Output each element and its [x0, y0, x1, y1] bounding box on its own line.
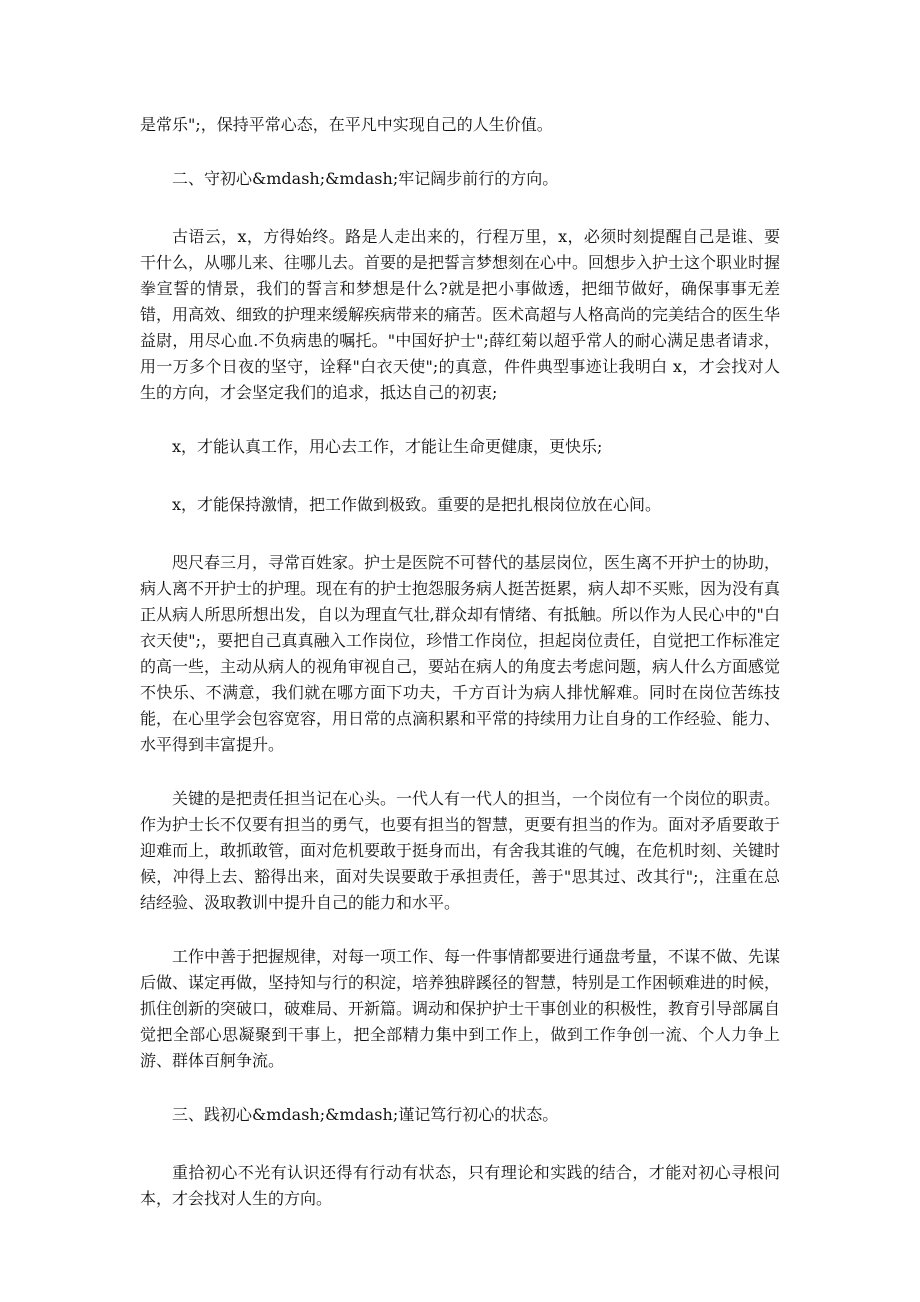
paragraph-original-aspiration: 古语云，x，方得始终。路是人走出来的，行程万里，x，必须时刻提醒自己是谁、要干什么，从哪儿来、往哪儿去。首要的是把誓言梦想刻在心中。回想步入护士这个职业时握拳宣誓的情景，我们的誓言和梦想是什么?就是把小事做透，把细节做好，确保事事无差错，用高效、细致的护理来缓解疾病带来的痛苦。医术高超与人格高尚的完美结合的医生华益尉，用尽心血.不负病患的嘱托。"中国好护士";薛红菊以超乎常人的耐心满足患者请求，用一万多个日夜的坚守，诠释"白衣天使";的真意，件件典型事迹让我明白 x，才会找对人生的方向，才会坚定我们的追求，抵达自己的初衷;	[140, 227, 781, 402]
section-heading-2: 二、守初心&mdash;&mdash;牢记阔步前行的方向。	[172, 169, 559, 188]
paragraph-practice: 重拾初心不光有认识还得有行动有状态，只有理论和实践的结合，才能对初心寻根问本，才会找对人生的方向。	[140, 1163, 780, 1208]
paragraph-opening-fragment: 是常乐";，保持平常心态，在平凡中实现自己的人生价值。	[140, 115, 553, 134]
paragraph-keep-passion: x，才能保持激情，把工作做到极致。重要的是把扎根岗位放在心间。	[172, 495, 662, 514]
section-heading-3: 三、践初心&mdash;&mdash;谨记笃行初心的状态。	[172, 1105, 559, 1124]
paragraph-work-rules: 工作中善于把握规律，对每一项工作、每一件事情都要进行通盘考量，不谋不做、先谋后做、谋定再做，坚持知与行的积淀，培养独辟蹊径的智慧，特别是工作困顿难进的时候，抓住创新的突破口，破难局、开新篇。调动和保护护士干事创业的积极性，教育引导部属自觉把全部心思凝聚到干事上，把全部精力集中到工作上，做到工作争创一流、个人力争上游、群体百舸争流。	[140, 947, 781, 1070]
paragraph-work-seriously: x，才能认真工作，用心去工作，才能让生命更健康，更快乐;	[172, 437, 603, 456]
paragraph-responsibility: 关键的是把责任担当记在心头。一代人有一代人的担当，一个岗位有一个岗位的职责。作为护士长不仅要有担当的勇气，也要有担当的智慧，更要有担当的作为。面对矛盾要敢于迎难而上，敢抓敢管，面对危机要敢于挺身而出，有舍我其谁的气魄，在危机时刻、关键时候，冲得上去、豁得出来，面对失误要敢于承担责任，善于"思其过、改其行";，注重在总结经验、汲取教训中提升自己的能力和水平。	[140, 789, 781, 912]
paragraph-nursing-post: 咫尺春三月，寻常百姓家。护士是医院不可替代的基层岗位，医生离不开护士的协助，病人离不开护士的护理。现在有的护士抱怨服务病人挺苦挺累，病人却不买账，因为没有真正从病人所思所想出发，自以为理直气壮,群众却有情绪、有抵触。所以作为人民心中的"白衣天使";，要把自己真真融入工作岗位，珍惜工作岗位，担起岗位责任，自觉把工作标准定的高一些，主动从病人的视角审视自己，要站在病人的角度去考虑问题，病人什么方面感觉不快乐、不满意，我们就在哪方面下功夫，千方百计为病人排忧解难。同时在岗位苦练技能，在心里学会包容宽容，用日常的点滴积累和平常的持续用力让自身的工作经验、能力、水平得到丰富提升。	[140, 553, 781, 754]
